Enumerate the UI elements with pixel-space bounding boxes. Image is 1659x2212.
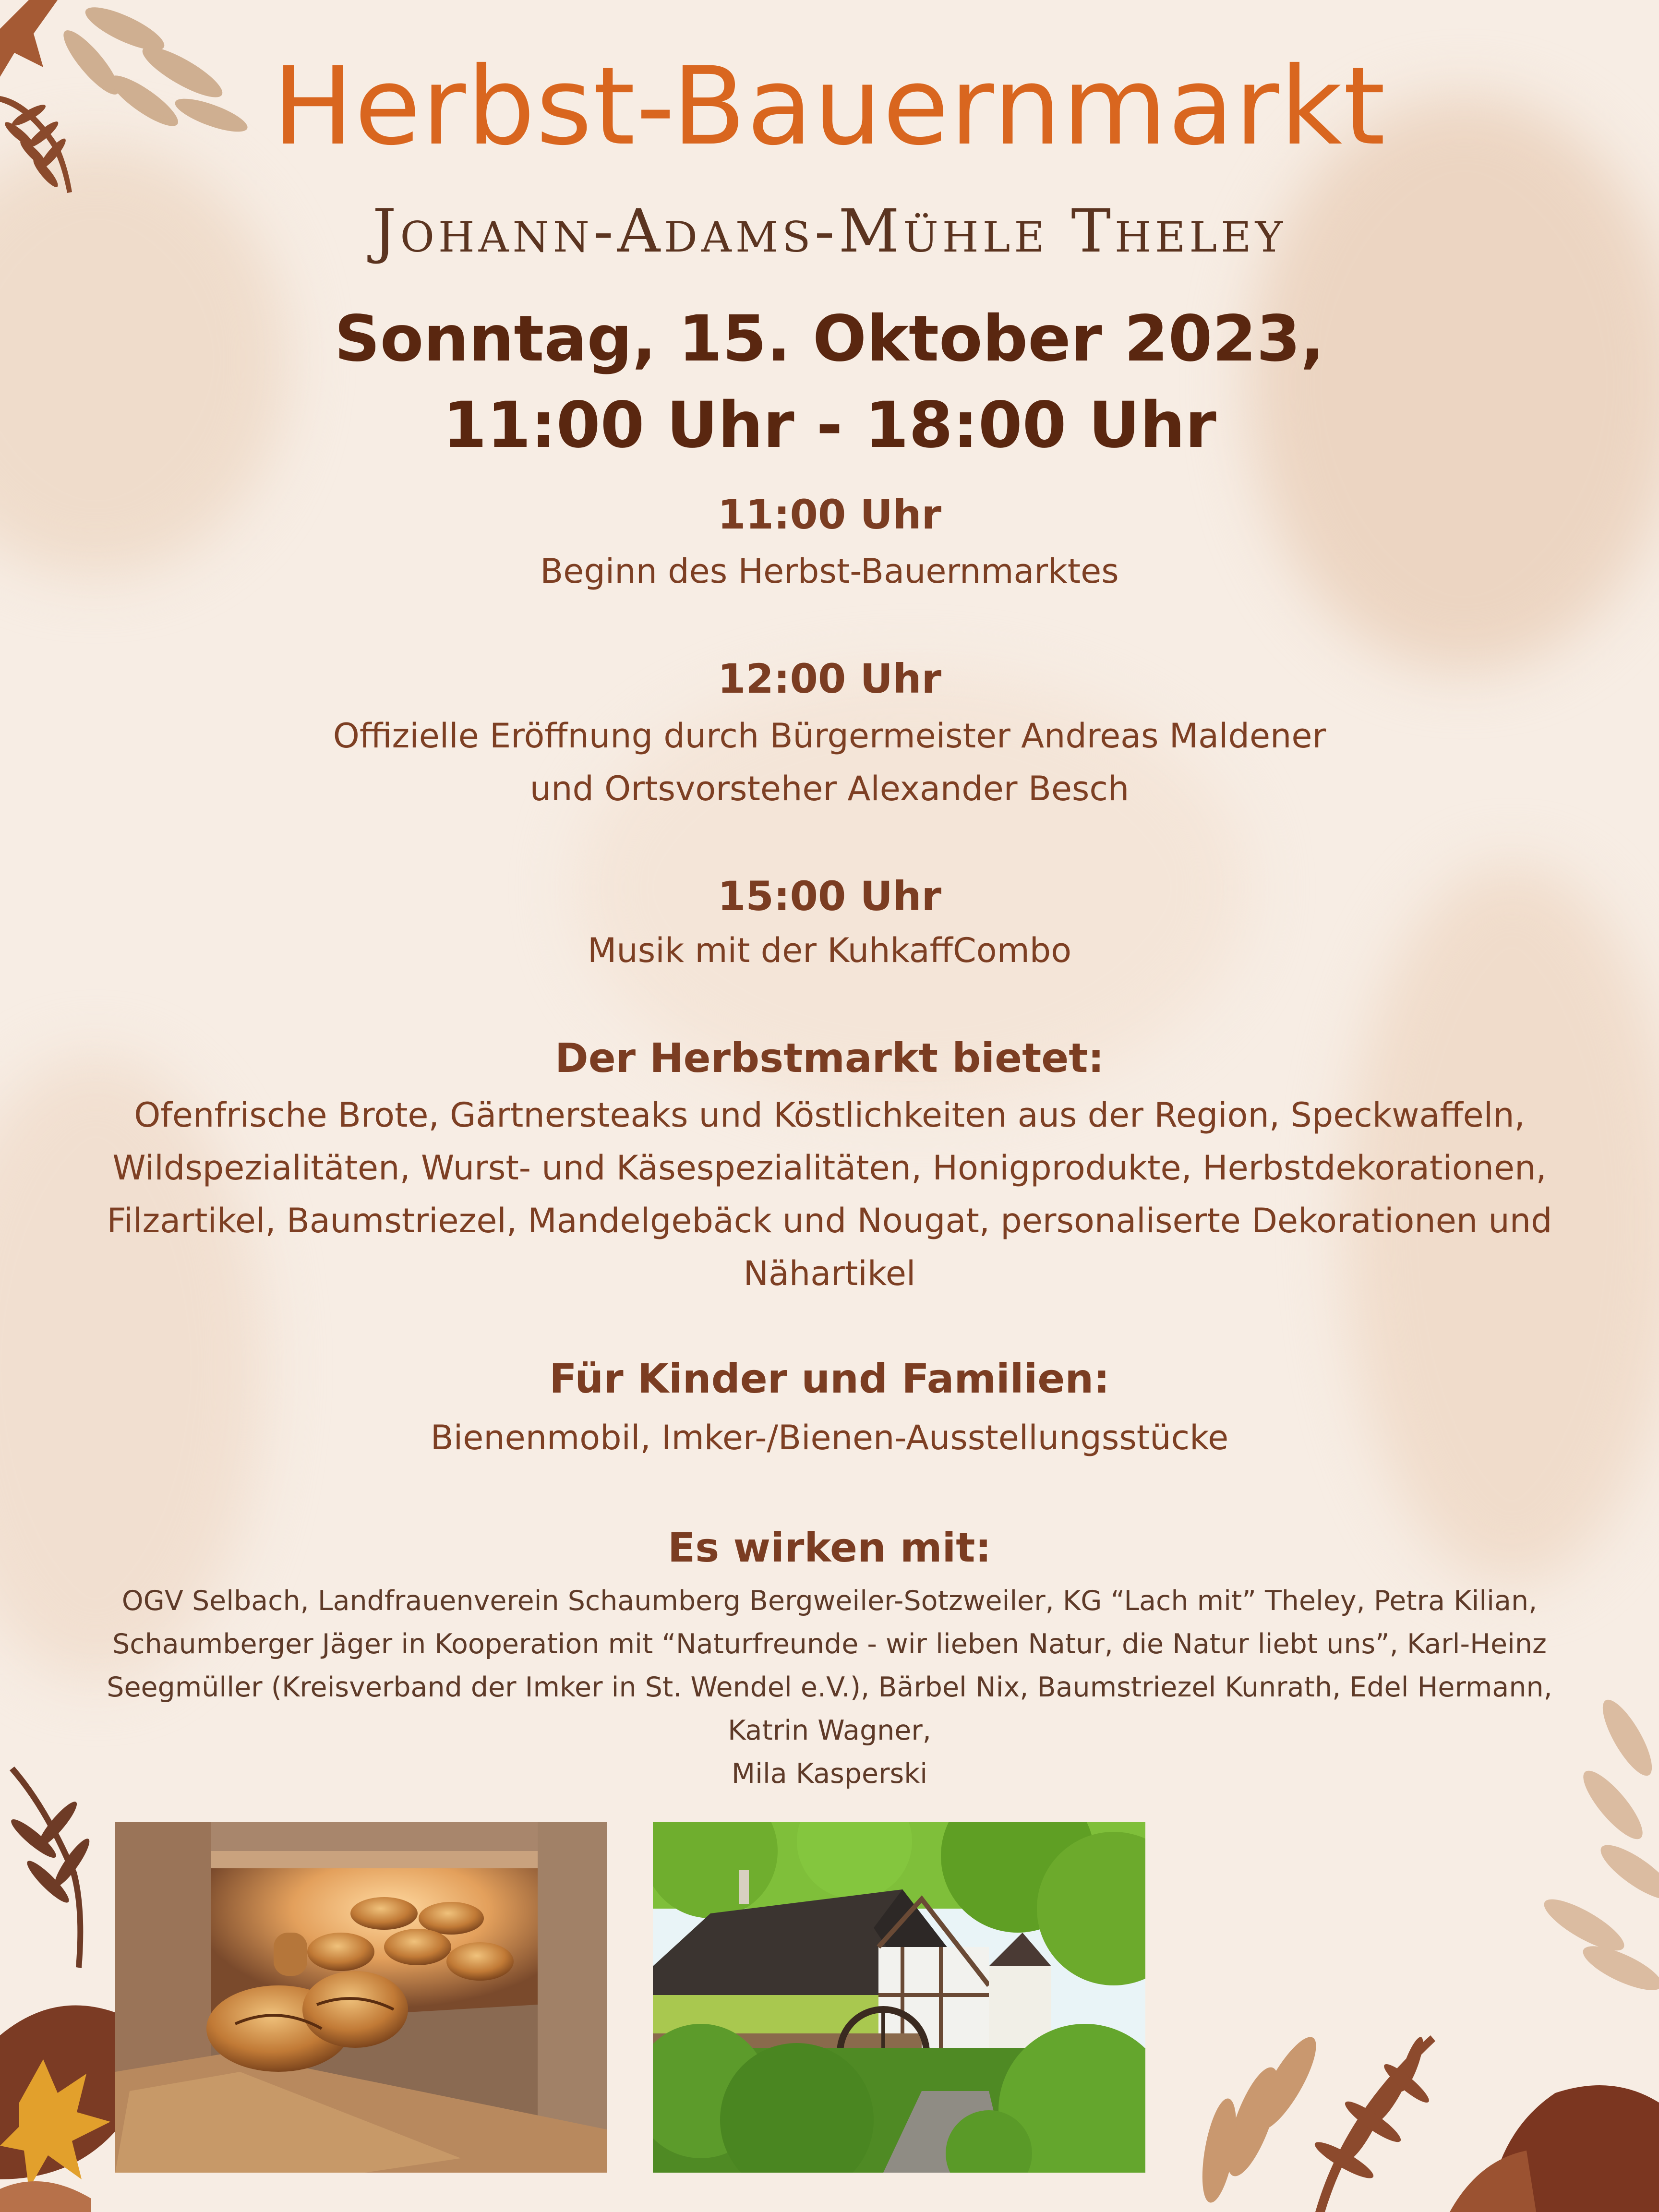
- participants-line-2: Schaumberger Jäger in Kooperation mit “Naturfreunde - wir lieben Natur, die Natur liebt uns”, Karl-Heinz: [112, 1628, 1547, 1660]
- event-hours: 11:00 Uhr - 18:00 Uhr: [443, 388, 1216, 462]
- participants-line-5: Mila Kasperski: [731, 1758, 928, 1790]
- offer-line-3: Filzartikel, Baumstriezel, Mandelgebäck und Nougat, personaliserte Dekorationen und: [107, 1201, 1552, 1240]
- schedule-time-1: 11:00 Uhr: [717, 491, 942, 538]
- schedule-desc-3: Musik mit der KuhkaffCombo: [587, 931, 1072, 970]
- offer-heading: Der Herbstmarkt bietet:: [554, 1034, 1104, 1082]
- mill-photo: [653, 1822, 1145, 2173]
- offer-line-1: Ofenfrische Brote, Gärtnersteaks und Köstlichkeiten aus der Region, Speckwaffeln,: [134, 1095, 1525, 1135]
- schedule-time-2: 12:00 Uhr: [717, 655, 942, 702]
- schedule-desc-2-line-1: Offizielle Eröffnung durch Bürgermeister Andreas Maldener: [333, 716, 1326, 756]
- participants-line-3: Seegmüller (Kreisverband der Imker in St. Wendel e.V.), Bärbel Nix, Baumstriezel Kunrath, Edel Hermann,: [107, 1671, 1552, 1703]
- event-date: Sonntag, 15. Oktober 2023,: [334, 302, 1325, 376]
- schedule-desc-1: Beginn des Herbst-Bauernmarktes: [540, 552, 1119, 591]
- schedule-time-3: 15:00 Uhr: [717, 873, 942, 920]
- schedule-desc-2-line-2: und Ortsvorsteher Alexander Besch: [529, 769, 1130, 808]
- kids-heading: Für Kinder und Familien:: [549, 1355, 1110, 1402]
- participants-heading: Es wirken mit:: [667, 1524, 992, 1571]
- offer-line-4: Nähartikel: [743, 1254, 916, 1293]
- venue-subtitle: Johann-Adams-Mühle Theley: [372, 197, 1287, 266]
- bread-oven-photo: [115, 1822, 607, 2173]
- page-title: Herbst-Bauernmarkt: [273, 44, 1386, 169]
- participants-line-4: Katrin Wagner,: [728, 1715, 931, 1746]
- participants-line-1: OGV Selbach, Landfrauenverein Schaumberg Bergweiler-Sotzweiler, KG “Lach mit” Theley, Petra Kilian,: [121, 1585, 1538, 1617]
- kids-text: Bienenmobil, Imker-/Bienen-Ausstellungsstücke: [430, 1418, 1229, 1457]
- offer-line-2: Wildspezialitäten, Wurst- und Käsespezialitäten, Honigprodukte, Herbstdekorationen,: [112, 1148, 1547, 1188]
